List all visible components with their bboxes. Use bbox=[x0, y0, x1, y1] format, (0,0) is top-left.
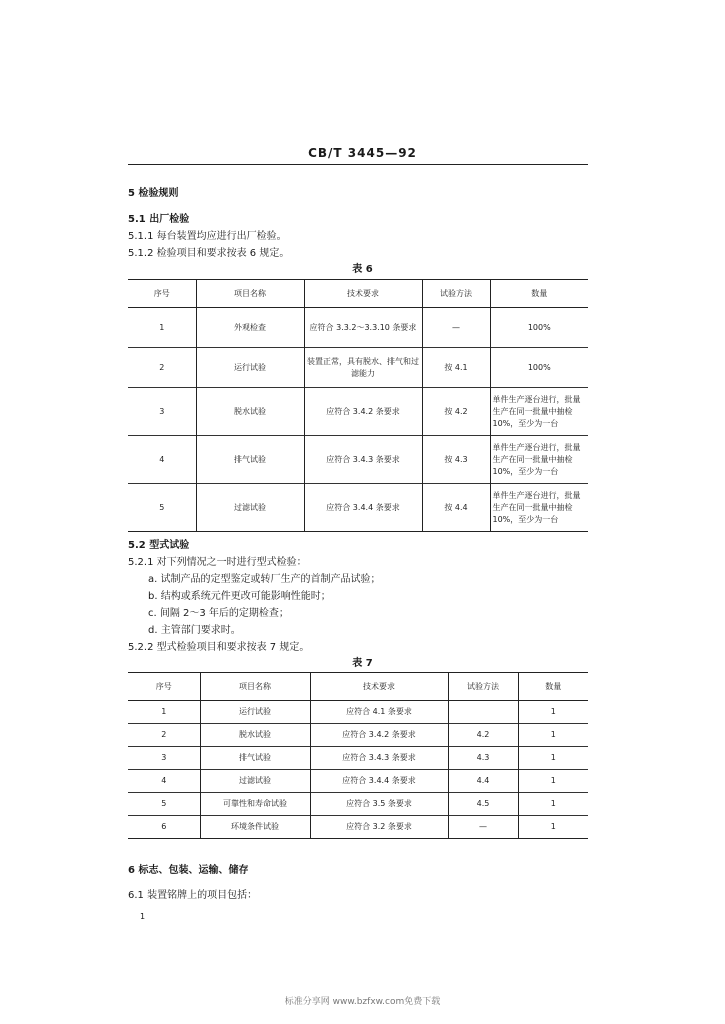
table-cell: 排气试验 bbox=[196, 436, 304, 484]
table-cell bbox=[448, 701, 518, 724]
header-cell: 技术要求 bbox=[304, 280, 422, 308]
table-cell: 6 bbox=[128, 816, 200, 839]
header-cell: 数量 bbox=[490, 280, 588, 308]
table-cell: 可靠性和寿命试验 bbox=[200, 793, 310, 816]
clause-5-2-1: 5.2.1 对下列情况之一时进行型式检验： bbox=[128, 557, 307, 568]
header-cell: 试验方法 bbox=[422, 280, 490, 308]
table-7-caption: 表 7 bbox=[352, 658, 373, 669]
table-cell: 1 bbox=[128, 308, 196, 348]
header-cell: 试验方法 bbox=[448, 673, 518, 701]
table-cell: 过滤试验 bbox=[196, 484, 304, 532]
table-cell: — bbox=[422, 308, 490, 348]
table-row bbox=[128, 308, 588, 348]
table-7 bbox=[128, 672, 588, 839]
table-cell: 4.5 bbox=[448, 793, 518, 816]
table-row bbox=[128, 816, 588, 839]
header-rule bbox=[128, 164, 588, 165]
table-cell: 运行试验 bbox=[196, 348, 304, 388]
table-cell: 4 bbox=[128, 436, 196, 484]
clause-5-1-1: 5.1.1 每台装置均应进行出厂检验。 bbox=[128, 231, 287, 242]
table-cell: 5 bbox=[128, 793, 200, 816]
table-cell: 应符合 3.4.2 条要求 bbox=[310, 724, 448, 747]
table-cell: 100% bbox=[490, 348, 588, 388]
table-header-row bbox=[128, 280, 588, 308]
table-header-row bbox=[128, 673, 588, 701]
table-cell: 按 4.2 bbox=[422, 388, 490, 436]
header-cell: 序号 bbox=[128, 673, 200, 701]
table-cell: 单件生产逐台进行，批量生产在同一批量中抽检 10%，至少为一台 bbox=[490, 484, 588, 532]
table-cell: 环境条件试验 bbox=[200, 816, 310, 839]
header-cell: 项目名称 bbox=[200, 673, 310, 701]
clause-6-1: 6.1 装置铭牌上的项目包括： bbox=[128, 890, 258, 901]
table-row bbox=[128, 793, 588, 816]
section-6-title: 6 标志、包装、运输、储存 bbox=[128, 865, 249, 876]
table-cell: 按 4.3 bbox=[422, 436, 490, 484]
table-row bbox=[128, 701, 588, 724]
table-cell: 排气试验 bbox=[200, 747, 310, 770]
table-cell: 应符合 4.1 条要求 bbox=[310, 701, 448, 724]
table-cell: 3 bbox=[128, 388, 196, 436]
table-cell: 应符合 3.2 条要求 bbox=[310, 816, 448, 839]
table-row bbox=[128, 388, 588, 436]
page-mark: 1 bbox=[140, 912, 146, 921]
table-cell: 按 4.1 bbox=[422, 348, 490, 388]
table-cell: 脱水试验 bbox=[200, 724, 310, 747]
table-cell: 单件生产逐台进行，批量生产在同一批量中抽检 10%，至少为一台 bbox=[490, 388, 588, 436]
table-row bbox=[128, 348, 588, 388]
table-cell: 4.4 bbox=[448, 770, 518, 793]
table-cell: 应符合 3.3.2～3.3.10 条要求 bbox=[304, 308, 422, 348]
list-item: a. 试制产品的定型鉴定或转厂生产的首制产品试验； bbox=[148, 574, 381, 585]
table-cell: 1 bbox=[518, 747, 588, 770]
footer-watermark: 标准分享网 www.bzfxw.com免费下载 bbox=[284, 997, 441, 1007]
table-cell: 2 bbox=[128, 348, 196, 388]
table-cell: 应符合 3.4.3 条要求 bbox=[310, 747, 448, 770]
table-cell: — bbox=[448, 816, 518, 839]
table-cell: 1 bbox=[518, 701, 588, 724]
table-cell: 1 bbox=[518, 816, 588, 839]
list-item: c. 间隔 2～3 年后的定期检查； bbox=[148, 608, 289, 619]
standard-code-header: CB/T 3445—92 bbox=[308, 146, 417, 160]
header-cell: 数量 bbox=[518, 673, 588, 701]
section-5-2-title: 5.2 型式试验 bbox=[128, 540, 190, 551]
table-cell: 装置正常，具有脱水、排气和过滤能力 bbox=[304, 348, 422, 388]
table-row bbox=[128, 747, 588, 770]
table-row bbox=[128, 436, 588, 484]
clause-5-2-2: 5.2.2 型式检验项目和要求按表 7 规定。 bbox=[128, 642, 310, 653]
table-cell: 外观检查 bbox=[196, 308, 304, 348]
table-cell: 2 bbox=[128, 724, 200, 747]
header-cell: 项目名称 bbox=[196, 280, 304, 308]
table-cell: 1 bbox=[518, 770, 588, 793]
table-cell: 4.2 bbox=[448, 724, 518, 747]
table-cell: 应符合 3.4.2 条要求 bbox=[304, 388, 422, 436]
table-cell: 运行试验 bbox=[200, 701, 310, 724]
table-cell: 4 bbox=[128, 770, 200, 793]
table-cell: 3 bbox=[128, 747, 200, 770]
table-cell: 100% bbox=[490, 308, 588, 348]
table-cell: 应符合 3.4.4 条要求 bbox=[304, 484, 422, 532]
table-cell: 4.3 bbox=[448, 747, 518, 770]
table-cell: 1 bbox=[518, 724, 588, 747]
table-cell: 应符合 3.4.4 条要求 bbox=[310, 770, 448, 793]
table-6 bbox=[128, 279, 588, 532]
table-row bbox=[128, 770, 588, 793]
table-cell: 1 bbox=[518, 793, 588, 816]
header-cell: 技术要求 bbox=[310, 673, 448, 701]
table-row bbox=[128, 484, 588, 532]
table-cell: 1 bbox=[128, 701, 200, 724]
table-cell: 5 bbox=[128, 484, 196, 532]
clause-5-1-2: 5.1.2 检验项目和要求按表 6 规定。 bbox=[128, 248, 290, 259]
table-cell: 应符合 3.4.3 条要求 bbox=[304, 436, 422, 484]
section-5-1-title: 5.1 出厂检验 bbox=[128, 214, 190, 225]
list-item: d. 主管部门要求时。 bbox=[148, 625, 241, 636]
table-cell: 按 4.4 bbox=[422, 484, 490, 532]
table-cell: 单件生产逐台进行，批量生产在同一批量中抽检 10%，至少为一台 bbox=[490, 436, 588, 484]
table-cell: 过滤试验 bbox=[200, 770, 310, 793]
header-cell: 序号 bbox=[128, 280, 196, 308]
list-item: b. 结构或系统元件更改可能影响性能时； bbox=[148, 591, 331, 602]
table-cell: 脱水试验 bbox=[196, 388, 304, 436]
table-row bbox=[128, 724, 588, 747]
table-6-caption: 表 6 bbox=[352, 264, 373, 275]
section-5-title: 5 检验规则 bbox=[128, 188, 179, 199]
table-cell: 应符合 3.5 条要求 bbox=[310, 793, 448, 816]
